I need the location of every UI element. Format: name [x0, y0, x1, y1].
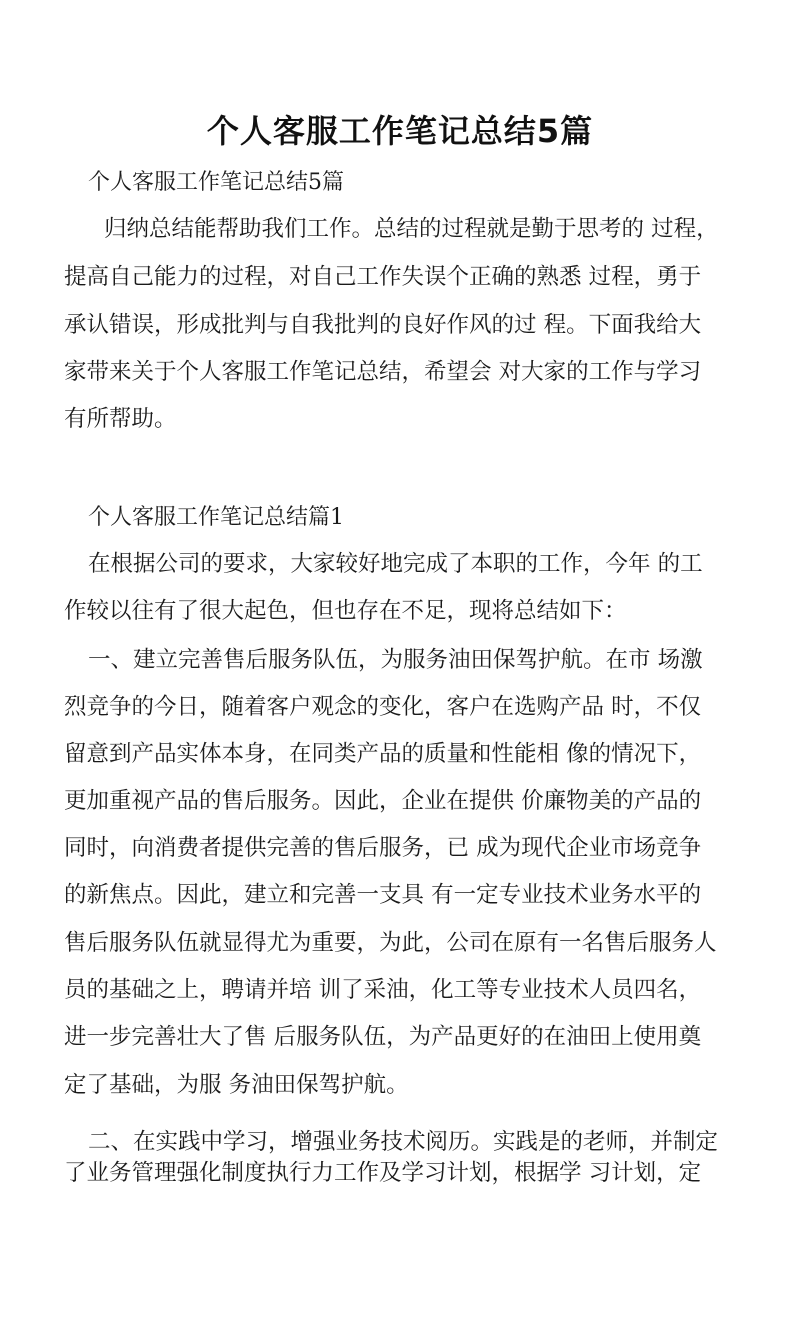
intro-line: 归纳总结能帮助我们工作。总结的过程就是勤于思考的 过程，	[104, 216, 719, 242]
section-heading: 个人客服工作笔记总结篇1	[88, 505, 344, 530]
paragraph-line: 作较以往有了很大起色，但也存在不足，现将总结如下：	[64, 598, 627, 624]
paragraph-line: 员的基础之上，聘请并培 训了采油，化工等专业技术人员四名，	[64, 977, 702, 1003]
paragraph-line: 进一步完善壮大了售 后服务队伍，为产品更好的在油田上使用奠	[64, 1024, 702, 1050]
document-title: 个人客服工作笔记总结5篇	[206, 112, 594, 150]
document-subtitle: 个人客服工作笔记总结5篇	[88, 170, 344, 195]
paragraph-line: 售后服务队伍就显得尤为重要，为此，公司在原有一名售后服务人	[64, 930, 717, 956]
paragraph-line: 同时，向消费者提供完善的售后服务，已 成为现代企业市场竞争	[64, 835, 702, 861]
paragraph-line: 定了基础，为服 务油田保驾护航。	[64, 1072, 409, 1098]
intro-line: 家带来关于个人客服工作笔记总结，希望会 对大家的工作与学习	[64, 359, 702, 385]
paragraph-line: 一、建立完善售后服务队伍，为服务油田保驾护航。在市 场激	[88, 647, 703, 673]
paragraph-line: 二、在实践中学习，增强业务技术阅历。实践是的老师，并制定	[88, 1129, 719, 1155]
paragraph-line: 更加重视产品的售后服务。因此，企业在提供 价廉物美的产品的	[64, 788, 702, 814]
intro-line: 承认错误，形成批判与自我批判的良好作风的过 程。下面我给大	[64, 312, 702, 338]
paragraph-line: 烈竞争的今日，随着客户观念的变化，客户在选购产品 时，不仅	[64, 694, 702, 720]
intro-line: 提高自己能力的过程，对自己工作失误个正确的熟悉 过程，勇于	[64, 264, 702, 290]
paragraph-line: 的新焦点。因此，建立和完善一支具 有一定专业技术业务水平的	[64, 882, 702, 908]
paragraph-line: 留意到产品实体本身，在同类产品的质量和性能相 像的情况下，	[64, 741, 702, 767]
intro-line: 有所帮助。	[64, 406, 177, 432]
paragraph-line: 了业务管理强化制度执行力工作及学习计划，根据学 习计划，定	[64, 1160, 702, 1186]
paragraph-line: 在根据公司的要求，大家较好地完成了本职的工作，今年 的工	[88, 551, 703, 577]
